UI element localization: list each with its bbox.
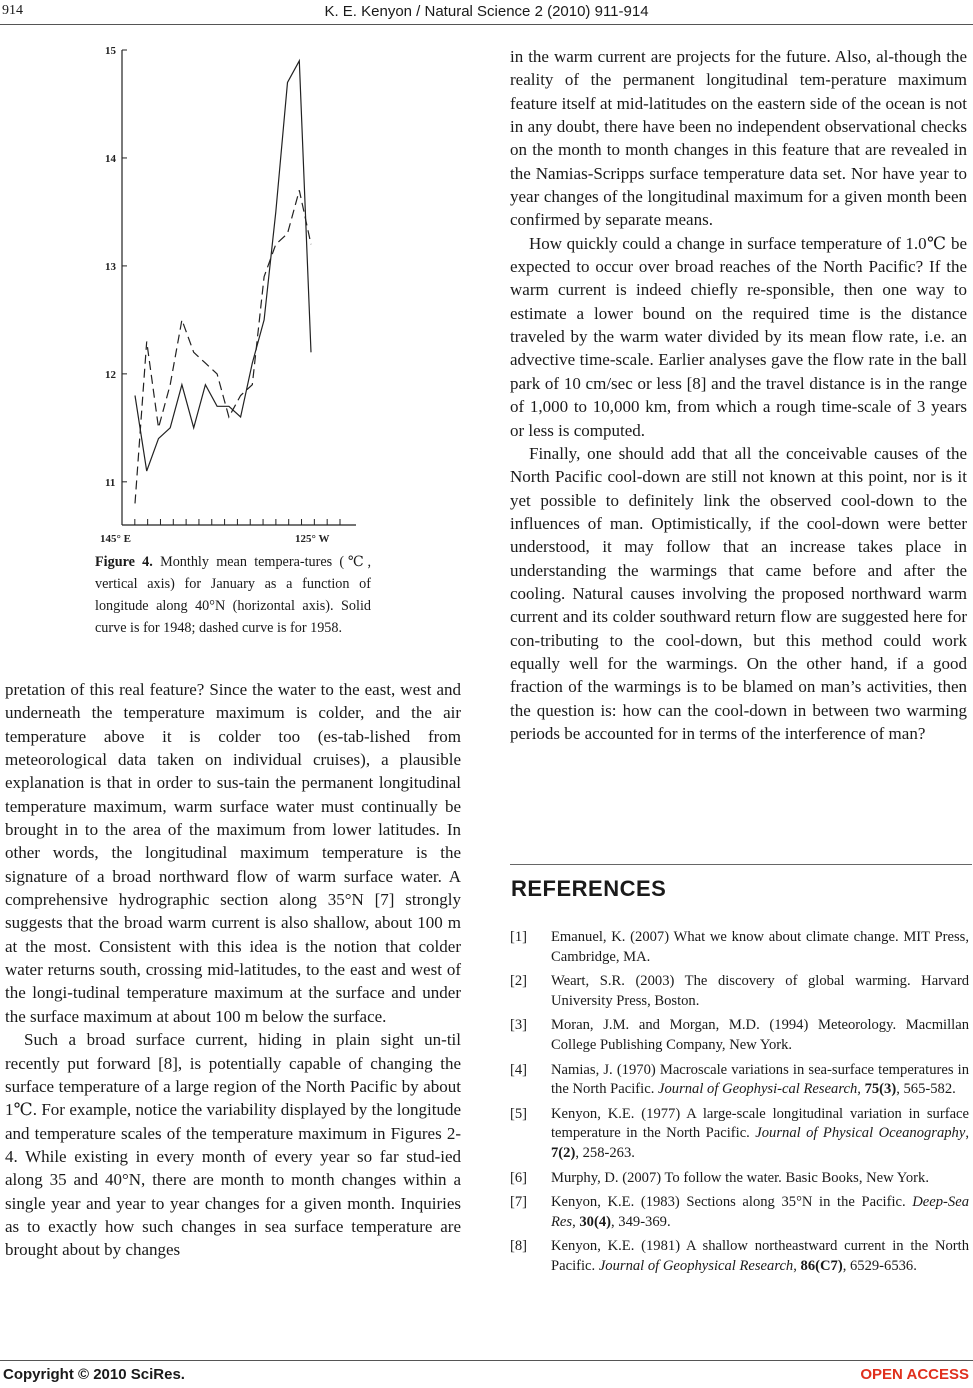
figure-4-chart [0,30,470,550]
reference-item [510,1016,969,1055]
reference-item [510,972,969,1011]
reference-number: [2] [510,973,528,990]
reference-volume: 30(4) [579,1213,611,1230]
body-right-column [510,45,967,745]
reference-text [551,1169,969,1189]
reference-text: Kenyon, K.E. (1977) A large-scale longitudinal variation in surface temperature in the North Pacific. Journal of Physical Oceanography, 7(2), 258-263. [551,1105,969,1161]
header-rule [0,24,973,25]
figure-caption [95,551,371,639]
reference-citation: Kenyon, K.E. (1983) Sections along 35°N in the Pacific. [551,1194,913,1211]
reference-text [551,1016,969,1055]
reference-citation: Kenyon, K.E. (1981) A shallow northeastward current in the North Pacific. [551,1238,969,1274]
open-access-label: OPEN ACCESS [860,1366,969,1383]
figure-caption-text: Monthly mean tempera-tures (℃, vertical axis) for January as a function of longitude along 40°N (horizontal axis). Solid curve is for 1948; dashed curve is for 1958. [95,554,371,636]
y-tick-label: 12 [105,368,116,381]
references-title: REFERENCES [511,876,667,901]
body-left-column [5,678,461,1262]
reference-volume: 86(C7) [800,1257,843,1274]
reference-text [551,972,969,1011]
reference-citation: Namias, J. (1970) Macroscale variations in sea-surface temperatures in the North Pacific. [551,1061,969,1098]
x-tick-label: 145° E [100,533,131,545]
reference-number: [8] [510,1238,528,1255]
reference-text: Namias, J. (1970) Macroscale variations in sea-surface temperatures in the North Pacific. Journal of Geophysi-cal Research, 75(3), 565-582. [551,1061,969,1098]
reference-item [510,1061,969,1100]
references-list [510,928,969,1282]
reference-pages: , 565-582. [896,1081,956,1098]
paragraph: in the warm current are projects for the future. Also, al-though the reality of the permanent longitudinal tem-perature maximum feature itself at mid-latitudes on the eastern side of the ocean is not in any doubt, there have been no independent observational checks on the month to month changes in this feature that are revealed in the Namias-Scripps surface temperature data set. Nor have year to year changes of the longitudinal maximum for a given month been confirmed by separate means. [510,47,967,230]
reference-item [510,1237,969,1276]
figure-caption-label: Figure 4. [95,554,153,570]
reference-pages: , 349-369. [611,1213,671,1230]
reference-citation: Emanuel, K. (2007) What we know about climate change. MIT Press, Cambridge, MA. [551,929,969,965]
reference-volume: 75(3) [864,1081,897,1098]
reference-item [510,1169,969,1189]
y-tick-label: 14 [105,152,116,165]
series-1948-solid-line [135,61,311,471]
paragraph: How quickly could a change in surface temperature of 1.0℃ be expected to occur over broad reaches of the North Pacific? If the warm current is indeed chiefly re-sponsible, then one way to estimate a lower bound on the required time is the distance traveled by the warm water divided by its mean flow rate, i.e. an advective time-scale. Earlier analyses gave the flow rate in the ball park of 10 cm/sec or less [8] and the travel distance is in the range of 1,000 to 10,000 km, from which a rough time-scale of 3 years or less is computed. [510,233,967,440]
reference-text: Kenyon, K.E. (1983) Sections along 35°N in the Pacific. Deep-Sea Res, 30(4), 349-369. [551,1194,969,1230]
copyright-notice: Copyright © 2010 SciRes. [3,1366,185,1383]
running-head: K. E. Kenyon / Natural Science 2 (2010) 911-914 [324,3,649,20]
reference-journal: Journal of Geophysical Research [598,1257,794,1274]
reference-pages: , 6529-6536. [842,1257,917,1274]
paragraph: Finally, one should add that all the conceivable causes of the North Pacific cool-down are still not known at this point, nor is it yet possible to definitely link the observed cool-down to the influences of man. Optimistically, if the cool-down were better understood, it may follow that an increase takes place in understanding the warmings that came before and after the cooling. Natural causes involving the proposed northward warm current and its colder southward return flow are suggested here for con-tributing to the cool-down, but this method could work equally well for the warmings. On the other hand, if a good fraction of the warmings is to be blamed on man’s activities, then the question is: how can the cool-down in between two warming periods be accounted for in terms of the interference of man? [510,443,967,743]
reference-text: Kenyon, K.E. (1981) A shallow northeastward current in the North Pacific. Journal of Geophysical Research, 86(C7), 6529-6536. [551,1238,969,1274]
reference-number: [5] [510,1105,528,1122]
reference-citation: Weart, S.R. (2003) The discovery of global warming. Harvard University Press, Boston. [551,973,969,1009]
reference-number: [6] [510,1169,528,1186]
reference-citation: Kenyon, K.E. (1977) A large-scale longitudinal variation in surface temperature in the North Pacific. [551,1105,969,1142]
reference-number: [7] [510,1194,528,1211]
reference-volume: 7(2) [551,1144,576,1161]
series-1958-dashed-line [135,190,311,503]
reference-citation: Moran, J.M. and Morgan, M.D. (1994) Meteorology. Macmillan College Publishing Company, New York. [551,1017,969,1053]
reference-item [510,928,969,967]
reference-pages: , 258-263. [575,1144,635,1161]
footer-rule [0,1360,973,1361]
reference-number: [3] [510,1017,528,1034]
reference-item [510,1105,969,1164]
references-rule [510,864,972,865]
paragraph: Such a broad surface current, hiding in plain sight un-til recently put forward [8], is potentially capable of changing the surface temperature of a large region of the North Pacific by about 1℃. For example, notice the variability displayed by the longitude and temperature scales of the temperature maximum in Figures 2-4. While existing in every month of every year so far stud-ied along 35 and 40°N, there are month to month changes within a single year and year to year changes for a given month. Inquiries as to exactly how such changes in sea surface temperature are brought about by changes [5,1030,461,1260]
reference-text [551,928,969,967]
reference-item [510,1193,969,1232]
y-tick-label: 13 [105,260,116,273]
reference-number: [1] [510,929,528,945]
y-tick-label: 11 [105,476,116,489]
x-tick-label: 125° W [295,533,330,545]
paragraph: pretation of this real feature? Since the water to the east, west and underneath the temperature maximum is colder, and the air temperature above it is colder too (es-tab-lished from meteorological data taken on individual cruises), a plausible explanation is that in order to sus-tain the permanent longitudinal temperature maximum, warm surface water must continually be brought in to the area of the maximum from lower latitudes. In other words, the longitudinal maximum temperature is the signature of a broad northward flow of warm surface water. A comprehensive hydrographic section along 35°N [7] strongly suggests that the broad warm current is also shallow, about 100 m at the most. Consistent with this idea is the notion that colder water returns south, crossing mid-latitudes, to the east and west of the longi-tudinal temperature maximum at the surface and under the surface maximum at about 100 m below the surface. [5,680,461,1026]
reference-journal: Journal of Physical Oceanography [755,1125,966,1142]
reference-number: [4] [510,1061,528,1078]
page-number: 914 [2,3,23,18]
reference-citation: Murphy, D. (2007) To follow the water. Basic Books, New York. [551,1169,929,1186]
reference-journal: Deep-Sea Res [551,1194,969,1230]
y-tick-label: 15 [105,45,116,57]
reference-journal: Journal of Geophysi-cal Research [658,1081,858,1098]
